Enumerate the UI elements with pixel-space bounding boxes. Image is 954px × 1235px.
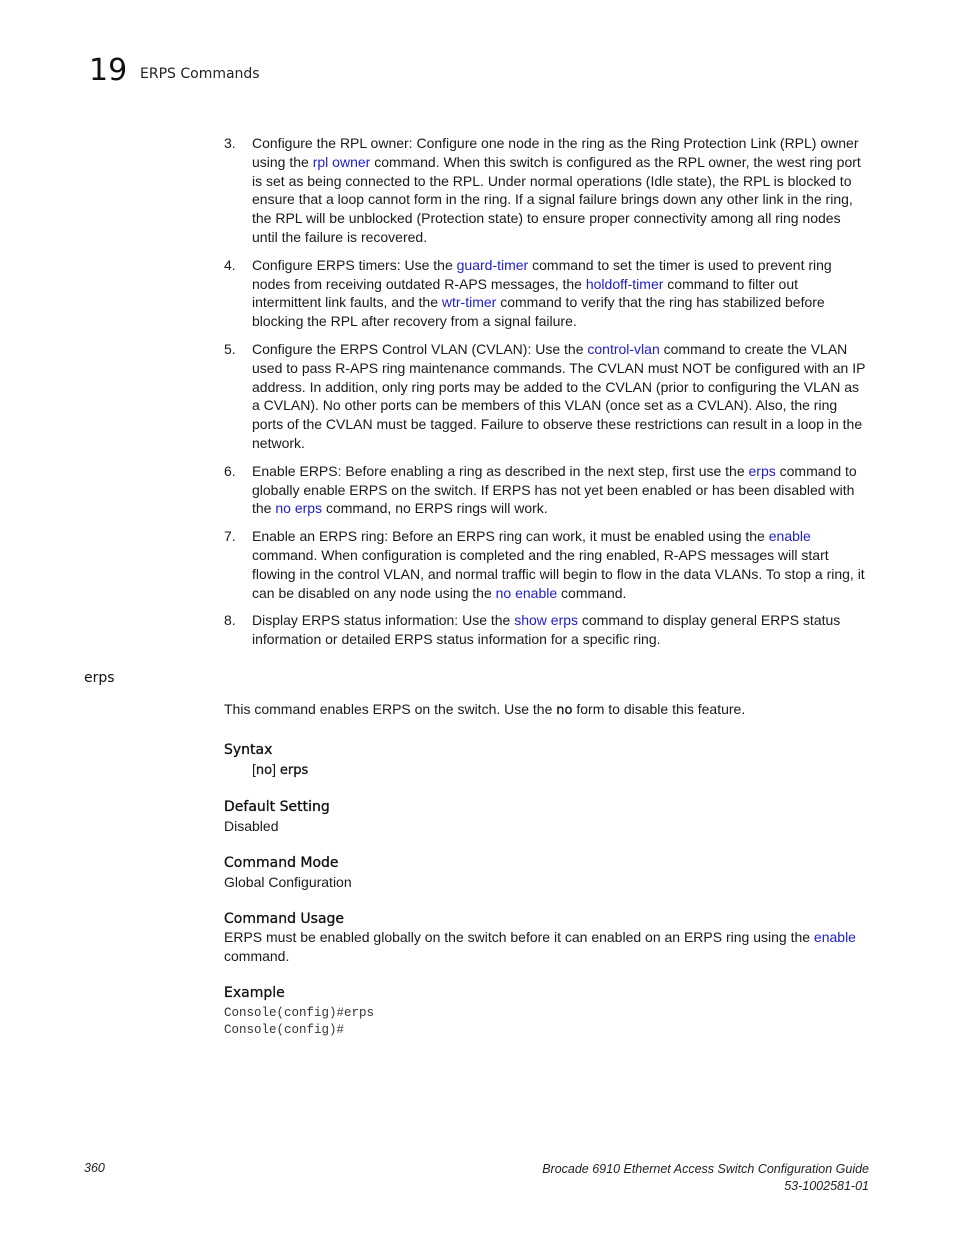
usage-text: [224, 928, 868, 966]
footer-title: [542, 1161, 869, 1195]
command-link[interactable]: erps: [748, 462, 776, 479]
usage-text-start: ERPS must be enabled globally on the switch before it can enabled on an ERPS ring using the: [224, 929, 814, 946]
step-number: 5.: [224, 340, 236, 357]
step-item: [224, 134, 868, 247]
step-number: 8.: [224, 612, 236, 629]
step-text: Configure the ERPS Control VLAN (CVLAN): Use the: [252, 340, 588, 357]
command-link[interactable]: wtr-timer: [441, 294, 497, 311]
step-text: command to create the VLAN used to pass R-APS ring maintenance commands. The CVLAN must NOT be configured with an IP address. In addition, only ring ports may be added to the CVLAN (prior to configuring the VLAN as a CVLAN). No other ports can be members of this VLAN (once set as a CVLAN). Also, the ring ports of the CVLAN must be tagged. Failure to observe these restrictions can result in a loop in the network.: [252, 340, 866, 451]
step-item: [224, 256, 868, 331]
page-number: 360: [84, 1161, 105, 1175]
syntax-line: [224, 760, 868, 781]
step-item: [224, 340, 868, 453]
step-text: command to set the timer is used to prevent ring nodes from receiving outdated R-APS messages, the: [252, 256, 832, 292]
command-link[interactable]: no enable: [495, 584, 558, 601]
guide-title: Brocade 6910 Ethernet Access Switch Configuration Guide: [542, 1162, 869, 1176]
step-text: command to globally enable ERPS on the switch. If ERPS has not yet been enabled or has been disabled with the: [252, 462, 857, 517]
command-description: [224, 700, 868, 1039]
example-heading: Example: [224, 984, 285, 1001]
command-link[interactable]: control-vlan: [587, 340, 660, 357]
step-text: command to display general ERPS status information or detailed ERPS status information for a specific ring.: [252, 612, 841, 648]
command-link[interactable]: enable: [768, 528, 811, 545]
command-intro: [224, 700, 868, 721]
command-link[interactable]: rpl owner: [312, 153, 371, 170]
syntax-command: erps: [279, 762, 309, 778]
step-text: command to filter out intermittent link faults, and the: [252, 275, 799, 311]
step-text: command.: [557, 584, 627, 601]
intro-keyword: no: [556, 703, 573, 718]
intro-text-end: form to disable this feature.: [572, 701, 746, 717]
step-text: Configure the RPL owner: Configure one node in the ring as the Ring Protection Link (RPL) owner using the: [252, 135, 859, 170]
command-link[interactable]: holdoff-timer: [585, 275, 664, 292]
command-link[interactable]: no erps: [275, 500, 323, 517]
chapter-title: ERPS Commands: [140, 66, 260, 82]
chapter-number: 19: [89, 53, 128, 88]
step-item: [224, 611, 868, 649]
mode-value: Global Configuration: [224, 873, 352, 890]
step-text: Enable an ERPS ring: Before an ERPS ring can work, it must be enabled using the: [252, 528, 769, 545]
syntax-no: no: [255, 762, 273, 778]
step-text: Display ERPS status information: Use the: [252, 612, 515, 629]
step-item: [224, 462, 868, 518]
step-number: 6.: [224, 462, 236, 479]
step-text: command. When this switch is configured as the RPL owner, the west ring port is set as being connected to the RPL. Under normal operations (Idle state), the RPL is blocked to ensure that a loop cannot form in the ring. If a signal failure brings down any other link in the ring, the RPL will be unblocked (Protection state) to ensure proper connectivity among all ring nodes until the failure is recovered.: [252, 153, 861, 245]
syntax-heading: Syntax: [224, 741, 273, 758]
command-link[interactable]: guard-timer: [456, 256, 529, 273]
mode-heading: Command Mode: [224, 854, 339, 871]
default-value: Disabled: [224, 818, 279, 835]
syntax-bracket-close: ]: [272, 760, 280, 777]
step-number: 4.: [224, 256, 236, 273]
step-text: Enable ERPS: Before enabling a ring as described in the next step, first use the: [252, 462, 749, 479]
enable-link[interactable]: enable: [813, 929, 856, 946]
command-link[interactable]: show erps: [514, 612, 579, 629]
command-heading: erps: [84, 670, 115, 686]
procedure-steps: [224, 134, 868, 658]
step-number: 7.: [224, 528, 236, 545]
step-number: 3.: [224, 135, 236, 151]
step-text: command to verify that the ring has stabilized before blocking the RPL after recovery from a signal failure.: [252, 294, 825, 330]
example-code: Console(config)#erps Console(config)#: [224, 1005, 375, 1037]
doc-number: 53-1002581-01: [784, 1179, 869, 1193]
default-heading: Default Setting: [224, 799, 330, 816]
step-text: Configure ERPS timers: Use the: [252, 256, 457, 273]
step-text: command. When configuration is completed and the ring enabled, R-APS messages will start flowing in the control VLAN, and normal traffic will begin to flow in the data VLANs. To stop a ring, it can be disabled on any node using the: [252, 546, 865, 601]
usage-text-end: command.: [224, 948, 290, 965]
step-text: command, no ERPS rings will work.: [322, 500, 548, 517]
intro-text: This command enables ERPS on the switch. Use the: [224, 701, 557, 717]
syntax-bracket-open: [: [252, 760, 256, 777]
step-item: [224, 527, 868, 602]
usage-heading: Command Usage: [224, 910, 345, 927]
